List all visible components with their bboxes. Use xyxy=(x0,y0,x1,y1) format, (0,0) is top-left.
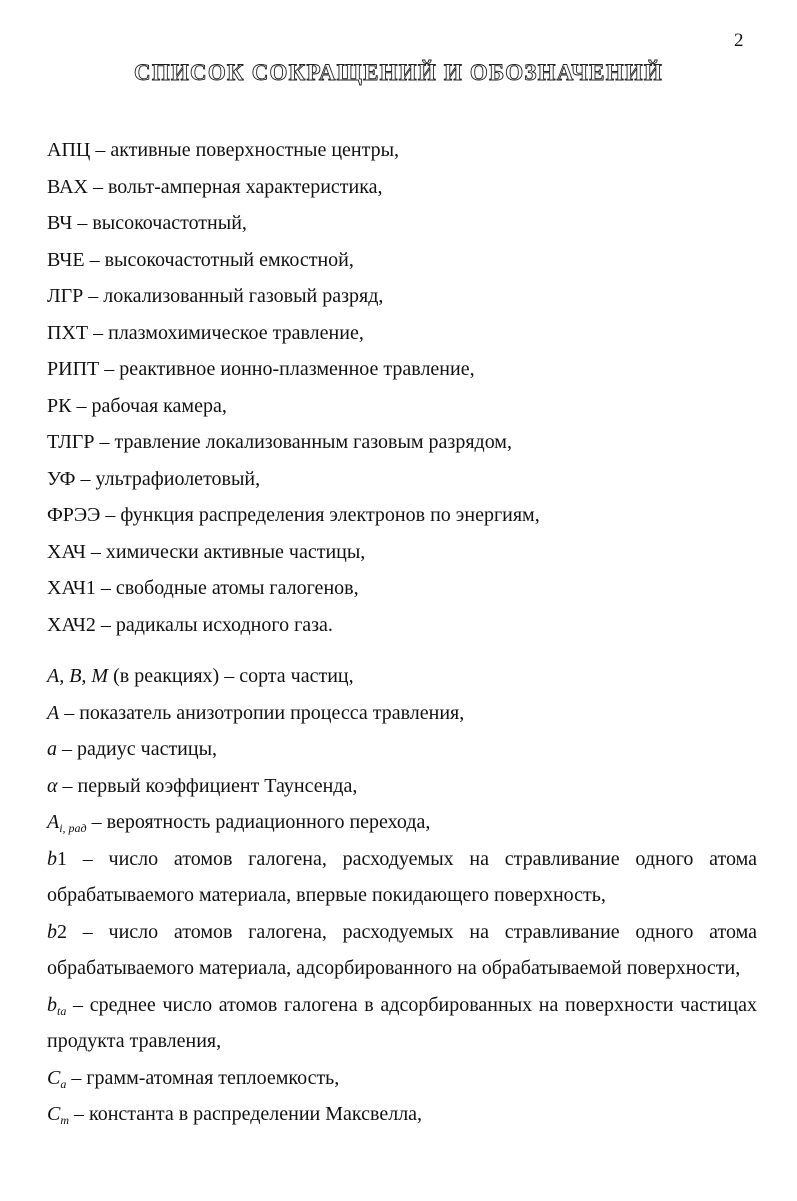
dash: – xyxy=(62,738,72,760)
list-item xyxy=(47,987,757,1060)
symbol-definition: константа в распределении Максвелла, xyxy=(89,1103,423,1125)
abbreviation-definition: радикалы исходного газа. xyxy=(115,613,333,636)
dash: – xyxy=(73,993,84,1016)
symbol xyxy=(47,811,87,833)
list-item xyxy=(47,351,757,388)
abbreviation-term: ФРЭЭ xyxy=(47,504,101,526)
symbol-subscript: i, рад xyxy=(59,821,87,835)
list-item xyxy=(47,1060,757,1097)
dash: – xyxy=(62,774,73,797)
list-item xyxy=(47,315,757,352)
symbol-definition: число атомов галогена, расходуемых на стравливание одного атома обрабатываемого материала, адсорбированного на обрабатываемой поверхности, xyxy=(47,920,758,979)
symbol-qualifier: (в реакциях) xyxy=(113,665,220,687)
abbreviation-definition: высокочастотный емкостной, xyxy=(104,248,354,271)
list-item xyxy=(47,804,757,841)
list-item xyxy=(47,658,757,695)
dash: – xyxy=(71,1066,82,1089)
dash: – xyxy=(74,1103,85,1125)
dash: – xyxy=(76,394,87,417)
abbreviation-term: РИПТ xyxy=(47,358,100,380)
symbol-definition: радиус частицы, xyxy=(77,738,218,760)
abbreviation-term: ВЧЕ xyxy=(47,248,85,271)
symbol: b xyxy=(47,920,57,943)
list-item xyxy=(47,570,757,607)
abbreviation-definition: активные поверхностные центры, xyxy=(110,139,400,161)
dash: – xyxy=(100,577,111,599)
abbreviations-list xyxy=(47,132,757,643)
symbol-suffix: 1 xyxy=(57,847,67,870)
abbreviation-term: ХАЧ xyxy=(47,540,86,563)
symbol-definition: вероятность радиационного перехода, xyxy=(106,811,431,833)
symbol-definition: первый коэффициент Таунсенда, xyxy=(77,774,358,797)
list-item xyxy=(47,497,757,534)
dash: – xyxy=(91,811,102,833)
abbreviation-term: УФ xyxy=(47,467,76,490)
dash: – xyxy=(105,504,116,526)
dash: – xyxy=(100,613,111,636)
symbol-subscript: m xyxy=(60,1113,70,1127)
abbreviation-term: АПЦ xyxy=(47,139,91,161)
dash: – xyxy=(224,665,235,687)
symbol-base: b xyxy=(47,993,57,1016)
abbreviation-term: ВАХ xyxy=(47,175,88,198)
symbol xyxy=(47,1103,69,1125)
symbol-base: C xyxy=(47,1066,61,1089)
symbol: a xyxy=(47,738,57,760)
abbreviation-term: ВЧ xyxy=(47,212,73,234)
list-item xyxy=(47,278,757,315)
abbreviation-definition: травление локализованным газовым разрядом, xyxy=(114,431,512,453)
dash: – xyxy=(89,248,100,271)
dash: – xyxy=(64,701,75,724)
symbol: A, B, M xyxy=(47,665,109,687)
list-item xyxy=(47,132,757,169)
list-item xyxy=(47,731,757,768)
symbol-subscript: ta xyxy=(57,1003,67,1018)
symbol-definition: число атомов галогена, расходуемых на стравливание одного атома обрабатываемого материала, впервые покидающего поверхность, xyxy=(47,847,758,906)
symbol-base: A xyxy=(47,811,60,833)
page-title: СПИСОК СОКРАЩЕНИЙ И ОБОЗНАЧЕНИЙ xyxy=(134,60,663,85)
dash: – xyxy=(92,175,103,198)
abbreviation-term: ТЛГР xyxy=(47,431,95,453)
abbreviation-term: ХАЧ2 xyxy=(47,613,96,636)
symbol: α xyxy=(47,774,58,797)
list-item xyxy=(47,534,757,571)
list-item xyxy=(47,768,757,805)
symbol-suffix: 2 xyxy=(57,920,67,943)
symbol: A xyxy=(47,701,60,724)
symbol-definition: грамм-атомная теплоемкость, xyxy=(86,1066,340,1089)
dash: – xyxy=(80,467,91,490)
symbol: b xyxy=(47,847,57,870)
abbreviation-definition: ультрафиолетовый, xyxy=(95,467,261,490)
symbol xyxy=(47,994,66,1016)
symbol-definition: показатель анизотропии процесса травления, xyxy=(79,701,465,724)
list-item xyxy=(47,461,757,498)
dash: – xyxy=(82,920,93,943)
abbreviation-term: ПХТ xyxy=(47,321,89,344)
dash: – xyxy=(93,321,104,344)
dash: – xyxy=(95,139,106,161)
abbreviation-definition: высокочастотный, xyxy=(92,212,247,234)
abbreviation-term: ЛГР xyxy=(47,285,84,307)
abbreviation-definition: вольт-амперная характеристика, xyxy=(107,175,383,198)
symbol-subscript: a xyxy=(60,1076,67,1091)
dash: – xyxy=(82,847,93,870)
list-item xyxy=(47,695,757,732)
list-item xyxy=(47,388,757,425)
list-item xyxy=(47,424,757,461)
symbols-list xyxy=(47,658,757,1133)
list-item xyxy=(47,169,757,206)
dash: – xyxy=(88,285,99,307)
symbol-definition: сорта частиц, xyxy=(239,665,354,687)
symbol xyxy=(47,1067,66,1089)
list-item xyxy=(47,607,757,644)
abbreviation-definition: свободные атомы галогенов, xyxy=(115,577,359,599)
symbol-definition: среднее число атомов галогена в адсорбированных на поверхности частицах продукта травления, xyxy=(47,993,757,1052)
dash: – xyxy=(99,431,110,453)
abbreviation-definition: реактивное ионно-плазменное травление, xyxy=(119,358,475,380)
list-item xyxy=(47,914,757,987)
list-item xyxy=(47,1096,757,1133)
dash: – xyxy=(104,358,115,380)
abbreviation-definition: химически активные частицы, xyxy=(105,540,366,563)
page-number: 2 xyxy=(734,30,744,51)
list-item xyxy=(47,841,757,914)
dash: – xyxy=(77,212,88,234)
abbreviation-term: ХАЧ1 xyxy=(47,577,96,599)
abbreviation-definition: рабочая камера, xyxy=(91,394,227,417)
abbreviation-definition: плазмохимическое травление, xyxy=(108,321,364,344)
list-item xyxy=(47,242,757,279)
dash: – xyxy=(90,540,101,563)
list-item xyxy=(47,205,757,242)
abbreviation-term: РК xyxy=(47,394,72,417)
abbreviation-definition: локализованный газовый разряд, xyxy=(103,285,384,307)
symbol-base: C xyxy=(47,1103,61,1125)
abbreviation-definition: функция распределения электронов по энергиям, xyxy=(120,504,540,526)
